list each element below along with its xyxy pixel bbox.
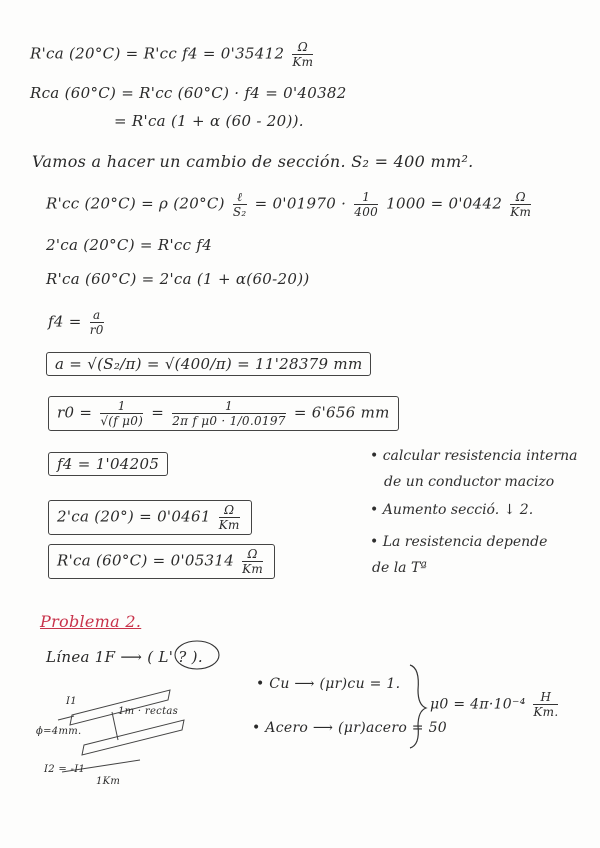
r0-value: = 6'656 mm	[293, 403, 390, 422]
side-note-5: de la Tª	[372, 560, 427, 576]
problem-line-L: Línea 1F ⟶ ( L' ? ).	[46, 648, 203, 666]
side-note-2: de un conductor macizo	[384, 474, 555, 490]
r0-eq: =	[151, 403, 165, 422]
eq-2ca-20: 2'ca (20°C) = R'cc f4	[46, 236, 213, 254]
problem-title: Problema 2.	[40, 612, 142, 631]
unit-ohm-km: $\frac{\Omega}{Km}$	[218, 503, 240, 532]
eq-rca-20-value: f4 = 0'35412	[182, 44, 285, 63]
fraction-1-2pi: $\frac{1}{\text{2π f μ0 · 1/0.0197}}$	[172, 399, 286, 428]
side-note-1: • calcular resistencia interna	[370, 448, 578, 464]
diagram-label-length: 1Km	[96, 776, 121, 787]
eq-rca-20-left: R'ca (20°C) = R'cc	[30, 44, 178, 63]
diagram-label-i1: I1	[66, 696, 77, 707]
2ca-20-text: 2'ca (20°) = 0'0461	[57, 507, 211, 526]
diagram-label-diameter: ϕ=4mm.	[36, 726, 82, 737]
section-change-heading: Vamos a hacer un cambio de sección. S₂ = 400 mm².	[32, 152, 474, 171]
unit-ohm-km: $\frac{\Omega}{Km}$	[242, 547, 264, 576]
rca-60-text: R'ca (60°C) = 0'05314	[57, 551, 235, 570]
eq-rcc-20-left: R'cc (20°C) = ρ (20°C)	[46, 194, 225, 213]
fraction-1-sqrt: $\frac{1}{\text{√(f μ0)}}$	[100, 399, 144, 428]
boxed-f4-value: f4 = 1'04205	[48, 452, 168, 476]
side-note-4: • La resistencia depende	[370, 534, 548, 550]
boxed-a-value: a = √(S₂/π) = √(400/π) = 11'28379 mm	[46, 352, 371, 376]
eq-f4-left: f4 =	[48, 312, 82, 331]
cu-note: • Cu ⟶ (μr)cu = 1.	[256, 676, 401, 692]
eq-rca-60-expanded: = R'ca (1 + α (60 - 20)).	[114, 112, 304, 130]
eq-rca-60: Rca (60°C) = R'cc (60°C) · f4 = 0'40382	[30, 84, 347, 102]
fraction-a-r0: $\frac{a}{r0}$	[89, 308, 104, 337]
fraction-1-400: $\frac{1}{400}$	[354, 190, 379, 219]
r0-left: r0 =	[57, 403, 93, 422]
unit-ohm-km: $\frac{\Omega}{Km}$	[292, 40, 314, 69]
eq-rcc-20-value: 1000 = 0'0442	[386, 194, 503, 213]
eq-rcc-20-mid: = 0'01970 ·	[254, 194, 347, 213]
unit-h-km: $\frac{H}{Km.}$	[533, 690, 559, 719]
mu0-text: μ0 = 4π·10⁻⁴	[430, 696, 526, 713]
unit-ohm-km: $\frac{\Omega}{Km}$	[510, 190, 532, 219]
eq-rca-60-b: R'ca (60°C) = 2'ca (1 + α(60-20))	[46, 270, 310, 288]
acero-note: • Acero ⟶ (μr)acero = 50	[252, 720, 447, 736]
diagram-label-separation: 1m · rectas	[118, 706, 179, 717]
side-note-3: • Aumento secció. ↓ 2.	[370, 502, 534, 518]
fraction-l-s2: $\frac{\text{ℓ}}{\text{S₂}}$	[232, 190, 247, 219]
diagram-label-i2: I2 = -I1	[44, 764, 86, 775]
